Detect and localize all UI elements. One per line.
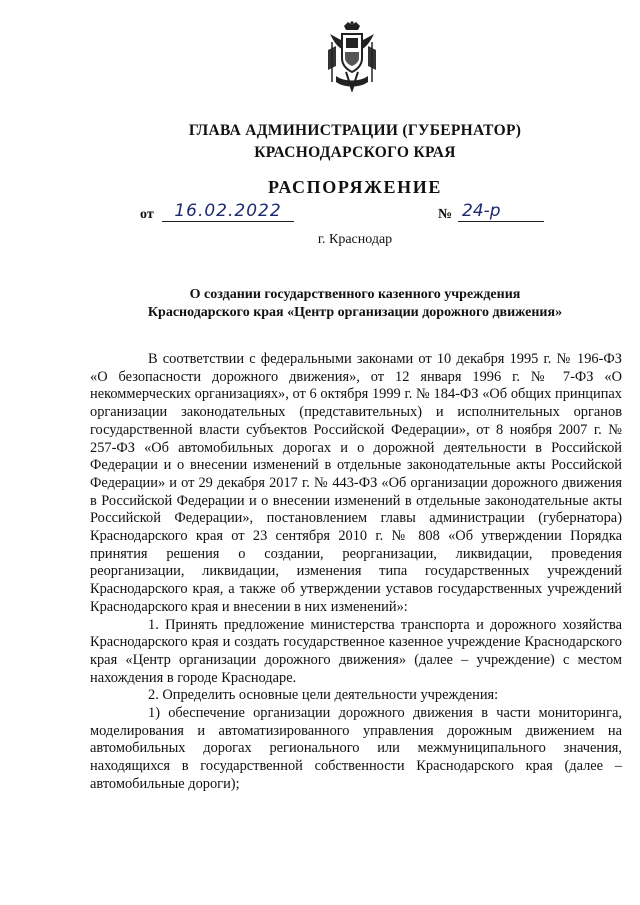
paragraph-preamble: В соответствии с федеральными законами от 10 декабря 1995 г. № 196-ФЗ «О безопасности дорожного движения», от 12 января 1996 г. № 7-ФЗ «О некоммерческих организациях», от 6 октября 1999 г. № 184-ФЗ «Об общих принципах организации законодательных (представительных) и исполнительных органов государственной власти субъектов Российской Федерации», от 8 ноября 2007 г. № 257-ФЗ «Об автомобильных дорогах и о дорожной деятельности в Российской Федерации и о внесении изменений в отдельные законодательные акты Российской Федерации» и от 29 декабря 2017 г. № 443-ФЗ «Об организации дорожного движения в Российской Федерации и о внесении изменений в отдельные законодательные акты Российской Федерации», постановлением главы администрации (губернатора) Краснодарского края от 23 сентября 2010 г. № 808 «Об утверждении Порядка принятия решения о создании, реорганизации, ликвидации, проведения реорганизации, ликвидации, изменения типа государственных учреждений Краснодарского края, а также об утверждении уставов государственных учреждений Краснодарского края и внесении в них изменений»:	[90, 351, 622, 615]
date-number-row	[140, 203, 560, 227]
paragraph-item-1: 1. Принять предложение министерства транспорта и дорожного хозяйства Краснодарского края и создать государственное казенное учреждение Краснодарского края «Центр организации дорожного движения» (далее – учреждение) с местом нахождения в городе Краснодаре.	[90, 616, 622, 686]
number-label: №	[438, 207, 453, 222]
authority-title-line1: ГЛАВА АДМИНИСТРАЦИИ (ГУБЕРНАТОР)	[188, 122, 522, 139]
authority-title-line2: КРАСНОДАРСКОГО КРАЯ	[254, 144, 456, 161]
number-value: 24-р	[458, 201, 544, 222]
paragraph-subitem-1: 1) обеспечение организации дорожного движения в части мониторинга, моделирования и автоматизированного управления дорожным движением на автомобильных дорогах регионального или межмуниципального значения, находящихся в государственной собственности Краснодарского края (далее – автомобильные дороги);	[90, 705, 622, 792]
paragraph-item-2: 2. Определить основные цели деятельности учреждения:	[148, 687, 499, 704]
date-label: от	[140, 207, 154, 222]
city: г. Краснодар	[317, 232, 393, 247]
document-body	[90, 351, 622, 794]
date-value: 16.02.2022	[162, 201, 294, 222]
coat-of-arms-icon	[322, 20, 382, 92]
document-title-line2: Краснодарского края «Центр организации дорожного движения»	[147, 305, 563, 320]
document-title-line1: О создании государственного казенного учреждения	[189, 287, 521, 302]
document-type: РАСПОРЯЖЕНИЕ	[268, 177, 442, 197]
